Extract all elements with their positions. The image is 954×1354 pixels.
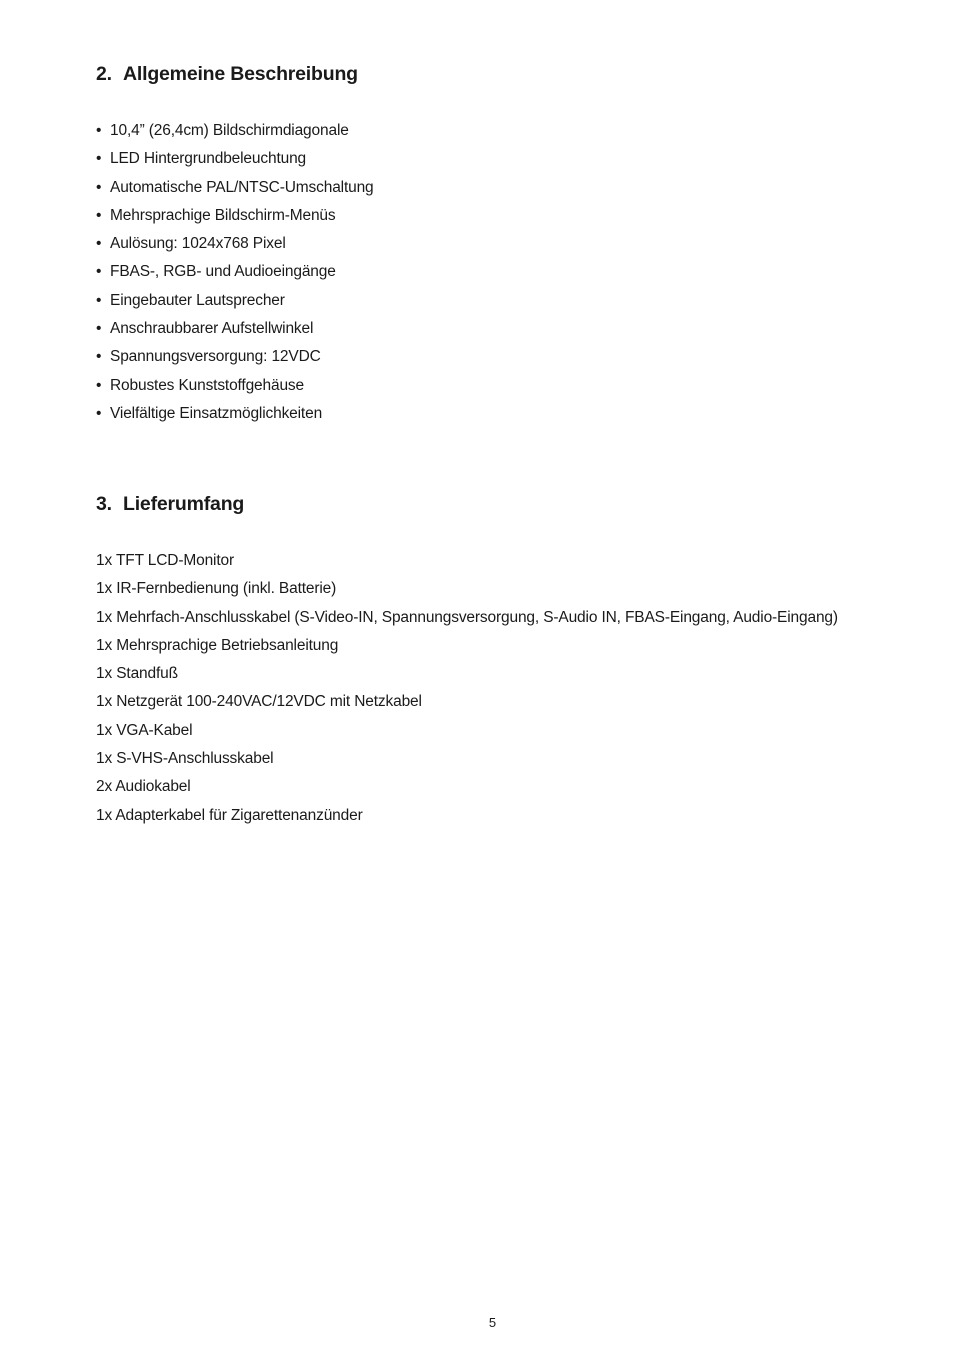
list-item: 2x Audiokabel [96, 778, 191, 796]
bullet-icon: • [96, 320, 102, 338]
bullet-icon: • [96, 263, 102, 281]
list-item-text: Eingebauter Lautsprecher [110, 291, 285, 309]
list-item [96, 287, 374, 315]
bullet-icon: • [96, 122, 102, 139]
list-item: 1x IR-Fernbedienung (inkl. Batterie) [96, 580, 337, 598]
list-item [96, 145, 374, 173]
list-item: 1x Mehrsprachige Betriebsanleitung [96, 636, 339, 654]
bullet-icon: • [96, 150, 102, 168]
list-item [96, 258, 374, 286]
list-item-text: 10,4” (26,4cm) Bildschirmdiagonale [110, 122, 349, 139]
list-item: 1x Netzgerät 100-240VAC/12VDC mit Netzkabel [96, 693, 422, 711]
bullet-icon: • [96, 206, 102, 224]
section-heading-allgemeine-beschreibung [96, 62, 358, 86]
section-number: 3. [96, 493, 112, 515]
section-heading-lieferumfang [96, 492, 244, 516]
list-item: 1x Standfuß [96, 665, 178, 683]
list-item-text: Anschraubbarer Aufstellwinkel [110, 320, 314, 338]
list-item [96, 117, 374, 145]
section-number: 2. [96, 63, 112, 85]
list-item [96, 372, 374, 400]
list-item: 1x Adapterkabel für Zigarettenanzünder [96, 806, 363, 824]
bullet-icon: • [96, 404, 102, 422]
feature-list [96, 117, 374, 428]
list-item-text: Spannungsversorgung: 12VDC [110, 348, 321, 366]
bullet-icon: • [96, 376, 102, 394]
list-item-text: FBAS-, RGB- und Audioeingänge [110, 263, 336, 281]
bullet-icon: • [96, 178, 102, 196]
list-item [96, 230, 374, 258]
list-item: 1x TFT LCD-Monitor [96, 552, 234, 569]
section-title: Allgemeine Beschreibung [123, 63, 358, 85]
list-item [96, 343, 374, 371]
section-title: Lieferumfang [123, 493, 245, 515]
bullet-icon: • [96, 235, 102, 253]
list-item [96, 174, 374, 202]
list-item-text: Mehrsprachige Bildschirm-Menüs [110, 206, 336, 224]
bullet-icon: • [96, 291, 102, 309]
list-item-text: Aulösung: 1024x768 Pixel [110, 235, 286, 253]
bullet-icon: • [96, 348, 102, 366]
page-number: 5 [488, 1315, 497, 1330]
list-item [96, 400, 374, 428]
list-item: 1x S-VHS-Anschlusskabel [96, 750, 274, 768]
list-item: 1x Mehrfach-Anschlusskabel (S-Video-IN, Spannungsversorgung, S-Audio IN, FBAS-Eingang, Audio-Eingang) [96, 608, 838, 626]
delivery-list [96, 547, 838, 830]
list-item-text: Vielfältige Einsatzmöglichkeiten [110, 404, 323, 422]
list-item-text: LED Hintergrundbeleuchtung [110, 150, 307, 168]
list-item [96, 202, 374, 230]
list-item-text: Automatische PAL/NTSC-Umschaltung [110, 178, 374, 196]
list-item-text: Robustes Kunststoffgehäuse [110, 376, 305, 394]
list-item [96, 315, 374, 343]
list-item: 1x VGA-Kabel [96, 721, 193, 739]
